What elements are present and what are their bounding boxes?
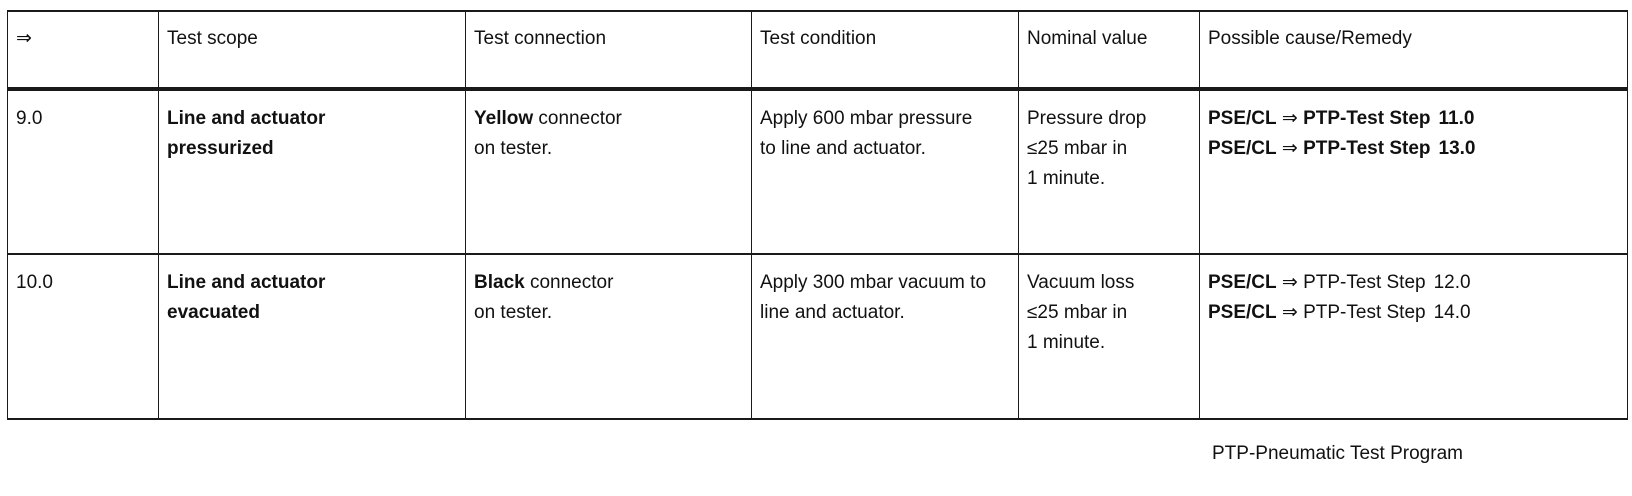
step-number: 10.0 — [8, 254, 159, 419]
header-test-condition: Test condition — [752, 11, 1019, 89]
test-scope-line: evacuated — [167, 302, 260, 323]
test-step-number: 12.0 — [1433, 272, 1471, 293]
test-scope-line: pressurized — [167, 138, 274, 159]
test-connection-line — [474, 268, 743, 298]
test-program-ref: PTP-Test Step — [1303, 302, 1426, 323]
header-row — [8, 11, 1628, 89]
test-procedure-table — [7, 10, 1628, 420]
test-program-ref: PTP-Test Step — [1303, 108, 1431, 129]
nominal-value-line: 1 minute. — [1027, 332, 1106, 353]
step-number: 9.0 — [8, 89, 159, 254]
test-condition-line: line and actuator. — [760, 302, 905, 323]
remedy-cell — [1200, 89, 1628, 254]
header-test-scope: Test scope — [159, 11, 466, 89]
test-connection-line — [474, 104, 743, 134]
test-connection-cell — [466, 89, 752, 254]
cause-code: PSE/CL — [1208, 272, 1277, 293]
test-condition-cell — [752, 254, 1019, 419]
test-scope-cell — [159, 254, 466, 419]
nominal-value-line: 1 minute. — [1027, 168, 1106, 189]
nominal-value-line: ≤25 mbar in — [1027, 302, 1128, 323]
remedy-reference — [1208, 268, 1619, 298]
arrow-icon: ⇒ — [1281, 302, 1298, 323]
nominal-value-cell — [1019, 89, 1200, 254]
test-program-ref: PTP-Test Step — [1303, 272, 1426, 293]
test-step-number: 13.0 — [1438, 138, 1476, 159]
arrow-icon: ⇒ — [1281, 108, 1298, 129]
header-step-arrow: ⇒ — [8, 11, 159, 89]
header-nominal-value: Nominal value — [1019, 11, 1200, 89]
test-procedure-table-container — [7, 10, 1627, 420]
nominal-value-cell — [1019, 254, 1200, 419]
cause-code: PSE/CL — [1208, 138, 1277, 159]
test-scope-line: Line and actuator — [167, 108, 326, 129]
table-row — [8, 254, 1628, 419]
connector-color: Yellow — [474, 108, 534, 129]
test-condition-cell — [752, 89, 1019, 254]
table-row — [8, 89, 1628, 254]
remedy-reference — [1208, 104, 1619, 134]
remedy-reference — [1208, 298, 1619, 328]
nominal-value-line: Pressure drop — [1027, 108, 1147, 129]
test-condition-line: Apply 300 mbar vacuum to — [760, 272, 987, 293]
test-step-number: 14.0 — [1433, 302, 1471, 323]
header-possible-cause-remedy: Possible cause/Remedy — [1200, 11, 1628, 89]
connector-word: connector — [538, 108, 622, 129]
arrow-icon: ⇒ — [1281, 138, 1298, 159]
nominal-value-line: ≤25 mbar in — [1027, 138, 1128, 159]
arrow-icon: ⇒ — [1281, 272, 1298, 293]
cause-code: PSE/CL — [1208, 108, 1277, 129]
test-connection-line: on tester. — [474, 138, 553, 159]
connector-word: connector — [529, 272, 614, 293]
remedy-cell — [1200, 254, 1628, 419]
abbreviation-legend: PTP-Pneumatic Test Program — [1212, 443, 1463, 464]
test-condition-line: to line and actuator. — [760, 138, 926, 159]
cause-code: PSE/CL — [1208, 302, 1277, 323]
test-connection-cell — [466, 254, 752, 419]
test-program-ref: PTP-Test Step — [1303, 138, 1431, 159]
test-scope-line: Line and actuator — [167, 272, 326, 293]
test-condition-line: Apply 600 mbar pressure — [760, 108, 973, 129]
test-step-number: 11.0 — [1438, 108, 1475, 129]
header-test-connection: Test connection — [466, 11, 752, 89]
nominal-value-line: Vacuum loss — [1027, 272, 1135, 293]
remedy-reference — [1208, 134, 1619, 164]
connector-color: Black — [474, 272, 525, 293]
test-scope-cell — [159, 89, 466, 254]
test-connection-line: on tester. — [474, 302, 553, 323]
